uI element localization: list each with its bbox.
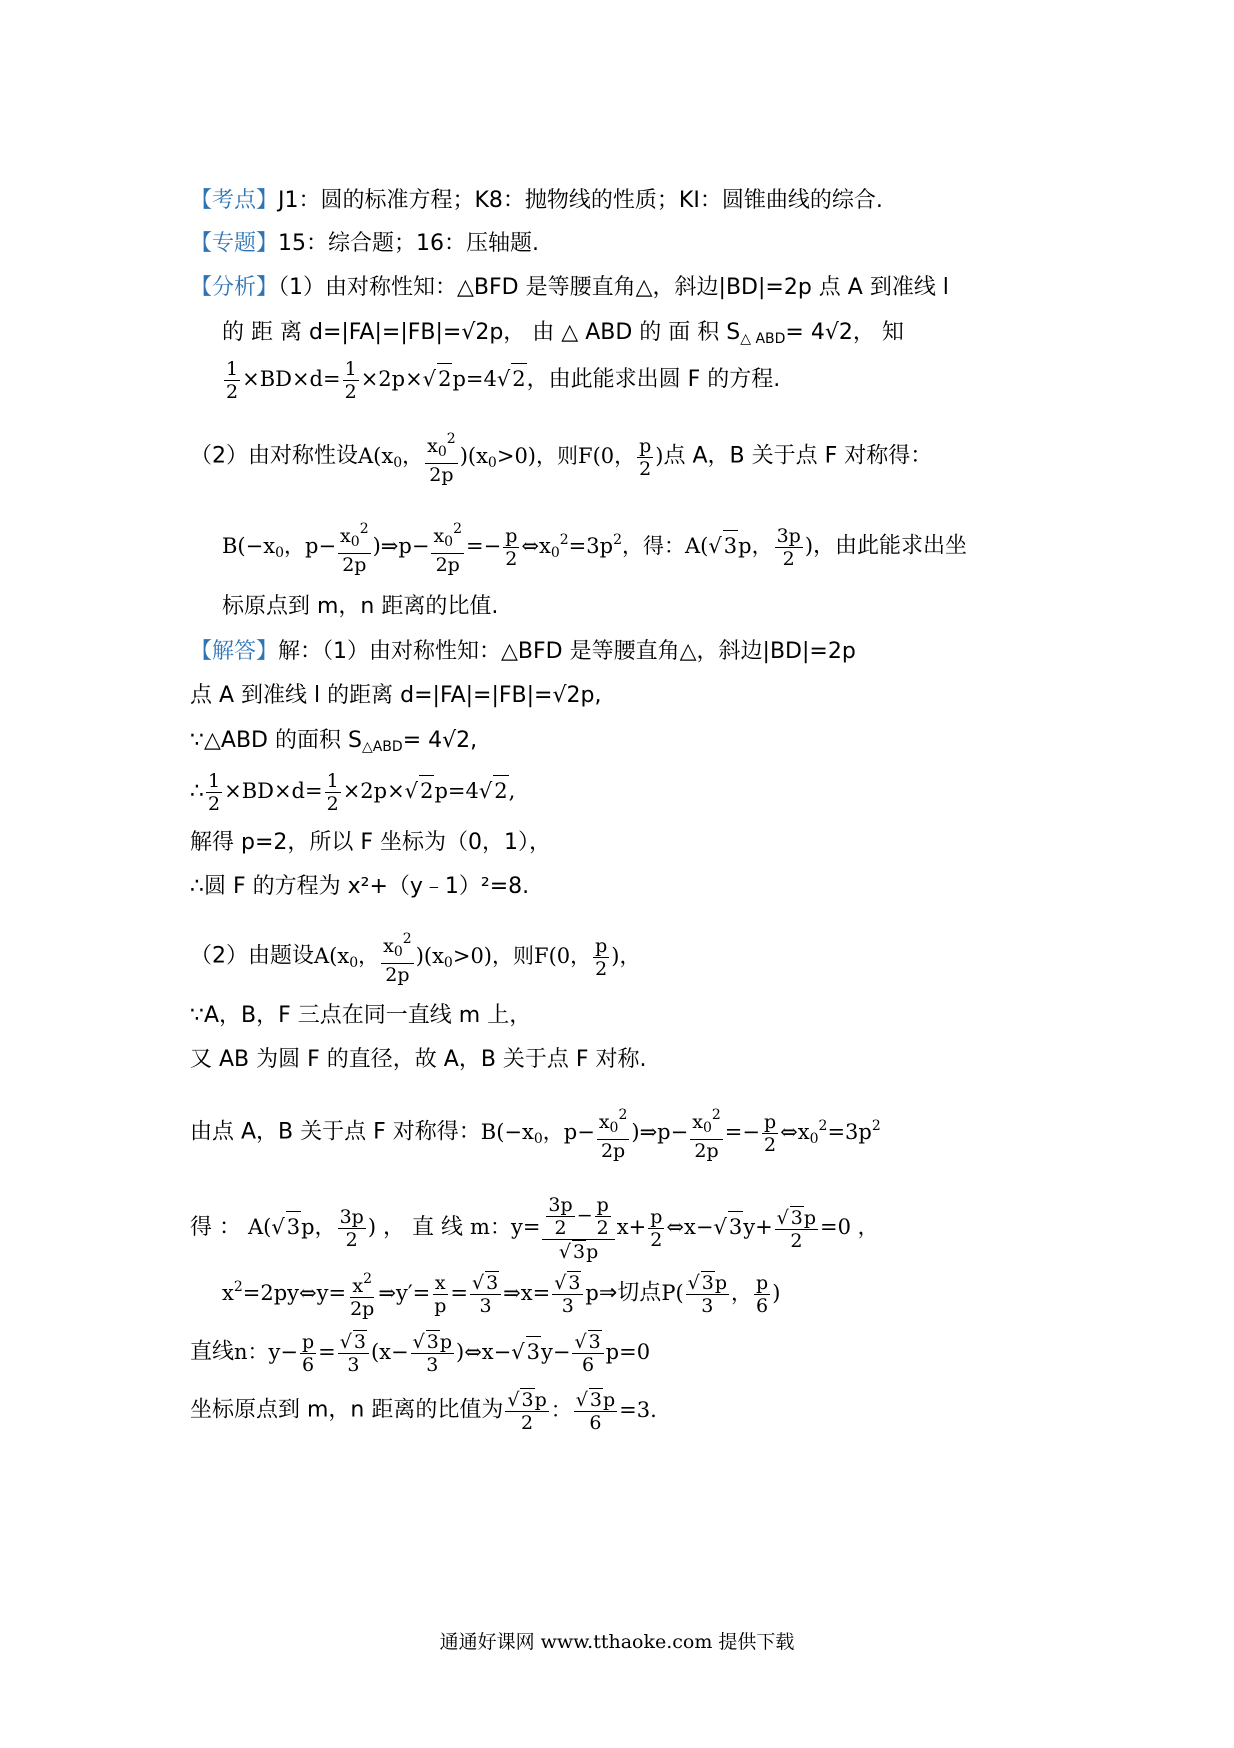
jieda-line-12	[222, 1268, 780, 1320]
jieda-line-9	[190, 1045, 647, 1075]
jieda-formula-B: $B(-x_0$，p− $\frac{x_0^2}{2p}$ )⇒p− $\frac{x_0^2}{2p}$ =− $\frac{p}{2}$ $\Leftrightarrow x_0^2=3p^2$	[481, 1120, 881, 1144]
jieda-l8: ∵A，B，F 三点在同一直线 m 上，	[190, 1003, 532, 1028]
jieda-formula-area: $\frac{1}{2}$ ×BD×d= $\frac{1}{2}$ ×2p×√2p=4√2,	[208, 770, 516, 815]
fenxi-line-3	[222, 358, 780, 403]
jieda-formula-A: A(√3p， $\frac{3p}{2}$ )	[248, 1206, 377, 1251]
fenxi-l1: （1）由对称性知：△BFD 是等腰直角△，斜边|BD|=2p 点 A 到准线 l	[278, 275, 949, 300]
jieda-l3sub: △ABD	[361, 739, 403, 755]
fenxi-l6: 标原点到 m，n 距离的比值.	[222, 594, 499, 619]
jieda-l10pre: 由点 A，B 关于点 F 对称得：	[190, 1119, 481, 1145]
jieda-l5: 解得 p=2，所以 F 坐标为（0，1），	[190, 830, 552, 855]
jieda-line-2	[190, 681, 601, 711]
jieda-line-7	[190, 928, 641, 986]
jieda-line-14	[190, 1388, 657, 1434]
jieda-l1: 解：（1）由对称性知：△BFD 是等腰直角△，斜边|BD|=2p	[278, 639, 856, 664]
kaodian-tag: 【考点】	[190, 188, 279, 213]
jieda-l12mid: ⇒切点	[598, 1280, 662, 1306]
fenxi-tag: 【分析】	[190, 275, 279, 300]
fenxi-l2b: = 4√2， 知	[785, 320, 904, 345]
jieda-line-4	[190, 770, 515, 815]
jieda-l4pre: ∴	[190, 779, 204, 804]
jieda-l3b: = 4√2,	[402, 728, 478, 753]
jieda-l14pre: 坐标原点到 m，n 距离的比值为	[190, 1397, 504, 1423]
zhuanti-line	[190, 229, 539, 259]
jieda-l11mid: ， 直 线	[383, 1215, 464, 1240]
jieda-line-13	[190, 1330, 650, 1376]
jieda-line-1	[190, 637, 856, 667]
kaodian-text: J1：圆的标准方程；K8：抛物线的性质；KI：圆锥曲线的综合.	[278, 188, 883, 213]
fenxi-line-2	[222, 318, 904, 354]
jieda-line-11	[190, 1194, 879, 1263]
jieda-tag: 【解答】	[190, 639, 279, 664]
jieda-l2: 点 A 到准线 l 的距离 d=|FA|=|FB|=√2p,	[190, 683, 602, 708]
jieda-l11pre: 得 ：	[190, 1215, 241, 1240]
jieda-line-10	[190, 1104, 881, 1162]
jieda-formula-setA: $A(x_0$， $\frac{x_0^2}{2p}$ )$(x_0>0)$，则F(0， $\frac{p}{2}$ )，	[314, 944, 641, 968]
fenxi-l4b: 点 A，B 关于点 F 对称得：	[663, 443, 933, 469]
jieda-line-6	[190, 872, 529, 902]
jieda-l3a: ∵△ABD 的面积 S	[190, 728, 362, 753]
jieda-l9: 又 AB 为圆 F 的直径，故 A，B 关于点 F 对称.	[190, 1047, 647, 1072]
fenxi-line-4	[190, 428, 932, 486]
jieda-line-8	[190, 1001, 531, 1031]
zhuanti-text: 15：综合题；16：压轴题.	[278, 231, 539, 256]
fenxi-l5tail: ，由此能求出坐	[813, 533, 968, 559]
fenxi-line-1	[190, 273, 949, 303]
zhuanti-tag: 【专题】	[190, 231, 279, 256]
fenxi-l4a: （2）由对称性设	[190, 443, 358, 469]
footer-watermark: 通通好课网 www.tthaoke.com 提供下载	[439, 1631, 795, 1653]
kaodian-line	[190, 186, 883, 216]
fenxi-formula-area: $\frac{1}{2}$ ×BD×d= $\frac{1}{2}$ ×2p×√2p=4√2	[226, 358, 526, 403]
jieda-formula-tangent: $x^2=2py\Leftrightarrow y=$ $\frac{x^2}{2p}$ ⇒y′= $\frac{x}{p}$ = $\frac{√ 3}{3}$ ⇒x= $\frac{√ 3}{3}$ p	[222, 1281, 599, 1305]
jieda-line-5	[190, 828, 551, 858]
fenxi-line-6	[222, 592, 498, 622]
jieda-line-3	[190, 726, 477, 762]
fenxi-formula-setA: $A(x_0$， $\frac{x_0^2}{2p}$ )$(x_0>0)$，则F(0， $\frac{p}{2}$ )	[358, 444, 664, 468]
fenxi-l3tail: ，由此能求出圆 F 的方程.	[526, 367, 781, 392]
fenxi-formula-B: $B(-x_0$，p− $\frac{x_0^2}{2p}$ )⇒p− $\frac{x_0^2}{2p}$ =− $\frac{p}{2}$ $\Leftrightarrow x_0^2=3p^2$，得：A(√3p， $\frac{3p}{2}$ )	[222, 534, 813, 558]
fenxi-line-5	[222, 518, 967, 576]
fenxi-l2a: 的 距 离 d=|FA|=|FB|=√2p， 由 △ ABD 的 面 积 S	[222, 320, 741, 345]
jieda-formula-point-P: P( $\frac{√ 3p}{3}$ ， $\frac{p}{6}$ )	[661, 1271, 781, 1317]
jieda-l7pre: （2）由题设	[190, 943, 314, 969]
jieda-l13pre: 直线	[190, 1339, 235, 1365]
jieda-formula-line-m: m：y= $\frac{3p}{2}$ − $\frac{p}{2}$ √ 3p x+ $\frac{p}{2}$ ⇔x−√3y+ $\frac{√ 3p}{2}$ =0 ，	[470, 1194, 879, 1263]
jieda-l6: ∴圆 F 的方程为 x²+（y﹣1）²=8.	[190, 874, 530, 899]
fenxi-l2sub: △ ABD	[740, 331, 786, 347]
jieda-formula-ratio: $\frac{√ 3p}{2}$ ： $\frac{√ 3p}{6}$ =3.	[507, 1389, 657, 1434]
jieda-formula-line-n: n：y− $\frac{p}{6}$ = $\frac{√ 3}{3}$ (x− $\frac{√ 3p}{3}$ )⇔x−√3y− $\frac{√ 3}{6}$ p=0	[234, 1330, 651, 1376]
